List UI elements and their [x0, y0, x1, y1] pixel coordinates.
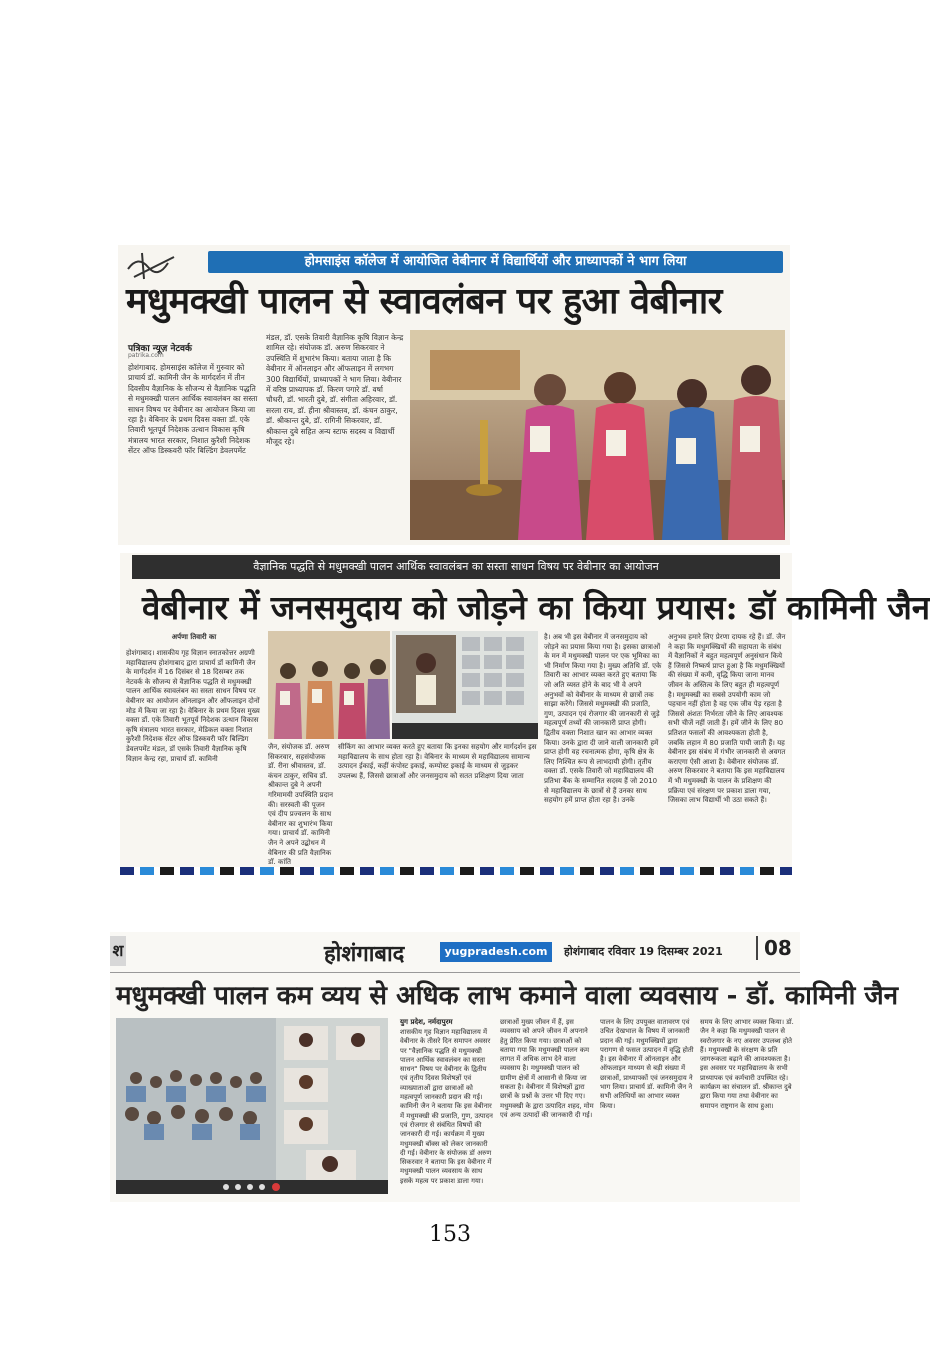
- clipping-headline: वेबीनार में जनसमुदाय को जोड़ने का किया प्रयास: डॉ कामिनी जैन: [142, 588, 930, 627]
- byline: पत्रिका न्यूज़ नेटवर्क: [128, 344, 192, 354]
- event-photo: [410, 330, 785, 540]
- article-column: है। अब भी इस वेबीनार में जनसमुदाय को जोड़ने का प्रयास किया गया है। इसका छात्राओं के मन में मधुमक्खी पालन पर एक भूमिका का भी निर्माण किया गया है। मुख्य अतिथि डॉ. एके तिवारी का आभार व्यक्त करते हुए बताया कि जो अति व्यस्त होने के बाद भी वे अपने अनुभवों को वेबीनार के माध्यम से छात्रों तक साझा करेंगे। जिससे मधुमक्खी की प्रजाति, गुण, उत्पादन एवं रोजगार की जानकारी से जुड़े महत्वपूर्ण तथ्यों की जानकारी प्राप्त होगी। द्वितीय वक्ता निशात खान का आभार व्यक्त किया। उनके द्वारा दी जाने वाली जानकारी हमें प्राप्त होगी वह रचनात्मक होगा, कृषि क्षेत्र के लिए निश्चित रूप से लाभदायी होगी। तृतीय वक्ता डॉ. एसके तिवारी जो महाविद्यालय की प्रतिभा बैंक के सम्मानित सदस्य हैं जो 2010 से महाविद्यालय के छात्रों से हैं उनका साथ सहयोग हमें प्राप्त होता रहा है। उनके: [544, 633, 662, 805]
- masthead-website: yugpradesh.com: [440, 942, 552, 962]
- byline: युग प्रदेश, नर्मदापुरम: [400, 1018, 453, 1026]
- article-column: जैन, संयोजक डॉ. अरुण सिकरवार, सहसंयोजक डॉ. रीना श्रीवास्तव, डॉ. कंचन ठाकुर, सचिव डॉ. श्रीकान्त दुबे ने अपनी गरिमामयी उपस्थिति प्रदान की। सरस्वती की पूजन एवं दीप प्रज्वलन के साथ वेबीनार का शुभारंभ किया गया। प्राचार्य डॉ. कामिनी जैन ने अपने उद्बोधन में वेबिनार की प्रति वैज्ञानिक डॉ. कांति: [268, 743, 334, 867]
- video-call-grid: [392, 631, 538, 739]
- video-call-screenshot: [392, 631, 538, 739]
- masthead-place: होशंगाबाद: [324, 941, 405, 967]
- section-tab: श: [110, 936, 126, 966]
- news-clipping-webinar: [120, 553, 930, 875]
- event-photo-scene: [268, 631, 390, 739]
- article-column: मंडल, डॉ. एसके तिवारी वैज्ञानिक कृषि विज्ञान केन्द्र शामिल रहे। संयोजक डॉ. अरुण सिकरवार ने उपस्थिति में शुभारंभ किया। बताया जाता है कि वेबीनार में ऑनलाइन और ऑफलाइन में लगभग 300 विद्यार्थियों, प्राध्यापकों ने भाग लिया। वेबीनार में वरिष्ठ प्राध्यापक डॉ. किरण पगारे डॉ. वर्षा चौधरी, डॉ. भारती दुबे, डॉ. संगीता अहिरवार, डॉ. सरला राय, डॉ. हीना श्रीवास्तव, डॉ. कंचन ठाकुर, डॉ. श्रीकान्त दुबे, डॉ. रागिनी सिकरवार, डॉ. श्रीकान्त दुबे सहित अन्य स्टाफ सदस्य व विद्यार्थी मौजूद रहे।: [266, 333, 404, 447]
- byline: अर्पणा तिवारी का: [171, 633, 217, 641]
- article-column: छात्राओं मुख्य जीवन में हैं, इस व्यवसाय को अपने जीवन में अपनाने हेतु प्रेरित किया गया। छात्राओं को बताया गया कि मधुमक्खी पालन कम लागत में अधिक लाभ देने वाला व्यवसाय है। मधुमक्खी पालन को ग्रामीण क्षेत्रों में आसानी से किया जा सकता है। वेबीनार में विशेषज्ञों द्वारा छात्रों के प्रश्नों के उत्तर भी दिए गए। मधुमक्खी के द्वारा उत्पादित शहद, मोम एवं अन्य उत्पादों की जानकारी दी गई।: [500, 1018, 594, 1119]
- article-column: सीकिंग का आभार व्यक्त करते हुए बताया कि इनका सहयोग और मार्गदर्शन इस महाविद्यालय के साथ होता रहा है। वेबिनार के माध्यम से महाविद्यालय सामान्य उत्पादन ईकाई, कहीं कंपोस्ट इकाई, कम्पोस्ट इकाई के माध्यम से जुड़कर उपलब्ध हैं, जिससे छात्राओं और जनसमुदाय को सतत प्रशिक्षण दिया जाता: [338, 743, 537, 780]
- clipping-headline: मधुमक्खी पालन कम व्यय से अधिक लाभ कमाने वाला व्यवसाय - डॉ. कामिनी जैन: [116, 981, 899, 1011]
- newspaper-page-number: 08: [756, 936, 792, 960]
- news-clipping-patrika: [118, 245, 790, 545]
- article-column: होशंगाबाद. होमसाइंस कॉलेज में गुरुवार को प्राचार्य डॉ. कामिनी जैन के मार्गदर्शन में तीन दिवसीय वैज्ञानिक के सौजन्य से वैज्ञानिक पद्धति से मधुमक्खी पालन आर्थिक स्वावलंबन का सस्ता साधन विषय पर वेबीनार का आयोजन किया जा रहा है। वेबिनार के प्रथम दिवस वक्ता डॉ. एके तिवारी भूतपूर्व निदेशक उत्थान विकास कृषि मंत्रालय भारत सरकार, निशात कुरैशी निदेशक सेंटर ऑफ डिस्कवरी फॉर बिल्डिंग डेवलपमेंट: [128, 363, 258, 456]
- article-column: शासकीय गृह विज्ञान महाविद्यालय में वेबीनार के तीसरे दिन समापन अवसर पर "वैज्ञानिक पद्धति से मधुमक्खी पालन आर्थिक स्वावलंबन का सस्ता साधन" विषय पर वेबीनार के द्वितीय एवं तृतीय दिवस विशेषज्ञों एवं व्याख्याताओं द्वारा छात्राओं को महत्वपूर्ण जानकारी प्रदान की गई। कामिनी जैन ने बताया कि इस वेबीनार में मधुमक्खी की प्रजाति, गुण, उत्पादन एवं रोजगार से संबंधित विषयों की जानकारी दी गई। कार्यक्रम में मुख्य मधुमक्खी बॉक्स को लेकर जानकारी दी गई। वेबीनार के संयोजक डॉ अरुण सिकरवार ने बताया कि इस वेबीनार में मधुमक्खी पालन व्यवसाय के साथ इसके महत्व पर प्रकाश डाला गया।: [400, 1028, 493, 1185]
- video-call-scene: [116, 1018, 388, 1194]
- article-column: समय के लिए आभार व्यक्त किया। डॉ. जैन ने कहा कि मधुमक्खी पालन से स्वरोजगार के नए अवसर उपलब्ध होते हैं। मधुमक्खी के संरक्षण के प्रति जागरूकता बढ़ाने की आवश्यकता है। इस अवसर पर महाविद्यालय के सभी प्राध्यापक एवं कर्मचारी उपस्थित रहे। कार्यक्रम का संचालन डॉ. श्रीकान्त दुबे द्वारा किया गया तथा वेबीनार का समापन राष्ट्रगान के साथ हुआ।: [700, 1018, 794, 1110]
- article-column: होशंगाबाद। शासकीय गृह विज्ञान स्नातकोत्तर अग्रणी महाविद्यालय होशंगाबाद द्वारा प्राचार्य डॉ कामिनी जैन के मार्गदर्शन में 16 दिसंबर से 18 दिसम्बर तक नेटवर्क के सौजन्य से वैज्ञानिक पद्धति से मधुमक्खी पालन आर्थिक स्वावलंबन का सस्ता साधन विषय पर वेबीनार का आयोजन ऑनलाइन और ऑफलाइन दोनों मोड में किया जा रहा है। वेबिनार के प्रथम दिवस मुख्य वक्ता डॉ. एके तिवारी भूतपूर्व निदेशक उत्थान विकास कृषि मंत्रालय भारत सरकार, मेडिकल वक्ता निशात कुरैशी निदेशक सेंटर ऑफ डिस्कवरी फॉर बिल्डिंग डेवलपमेंट मंडल, डॉ एसके तिवारी वैज्ञानिक कृषि विज्ञान केन्द्र रहा, प्राचार्य डॉ. कामिनी: [126, 649, 260, 763]
- video-call-screenshot: [116, 1018, 388, 1194]
- news-clipping-yugpradesh: [110, 932, 899, 1202]
- event-photo: [268, 631, 390, 739]
- masthead-dateline: होशंगाबाद रविवार 19 दिसम्बर 2021: [564, 945, 723, 958]
- page-number: 153: [429, 1222, 471, 1247]
- decorative-divider: [120, 867, 792, 875]
- clipping-banner: वैज्ञानिक पद्धति से मधुमक्खी पालन आर्थिक स्वावलंबन का सस्ता साधन विषय पर वेबीनार का आयोजन: [132, 555, 780, 579]
- article-column: पालन के लिए उपयुक्त वातावरण एवं उचित देखभाल के विषय में जानकारी प्रदान की गई। मधुमक्खियों द्वारा परागण से फसल उत्पादन में वृद्धि होती है। इस वेबीनार में ऑनलाइन और ऑफलाइन माध्यम से बड़ी संख्या में छात्राओं, प्राध्यापकों एवं जनसमुदाय ने भाग लिया। प्राचार्य डॉ. कामिनी जैन ने सभी अतिथियों का आभार व्यक्त किया।: [600, 1018, 694, 1110]
- clipping-headline: मधुमक्खी पालन से स्वावलंबन पर हुआ वेबीनार: [126, 280, 722, 322]
- article-column: अनुभव हमारे लिए प्रेरणा दायक रहे हैं। डॉ. जैन ने कहा कि मधुमक्खियों की सहायता के संबंध में वैज्ञानिकों ने बहुत महत्वपूर्ण अनुसंधान किये हैं जिससे निष्कर्ष प्राप्त हुआ है कि मधुमक्खियों की संख्या में कमी, वृद्धि किया जाना मानव जीवन के अस्तित्व के लिए बहुत ही महत्वपूर्ण है। मधुमक्खी का सबसे उपयोगी काम जो पहचान नहीं होता है वह एक जीव पेड़ रहता है जिससे अंशतः निर्भरता जीने के लिए आवश्यक सभी चीजें नहीं जाती हैं। हमें जीने के लिए 80 प्रतिशत फसलों की आवश्यकता होती है, जबकि लहान में 80 प्रजाति पायी जाती हैं। यह वेबीनार इस संबंध में गंभीर जानकारी से अवगत कराएगा ऐसी आशा है। वेबीनार संयोजक डॉ. अरुण सिकरवार ने बताया कि इस महाविद्यालय में भी मधुमक्खी के पालन के प्रशिक्षण की प्रक्रिया एवं संरक्षण पर प्रकाश डाला गया, जिसका लाभ विद्यार्थी भी उठा सकते हैं।: [668, 633, 786, 805]
- clipping-banner: होमसाइंस कॉलेज में आयोजित वेबीनार में विद्यार्थियों और प्राध्यापकों ने भाग लिया: [208, 251, 783, 273]
- byline-website: patrika.com: [128, 352, 164, 359]
- event-photo-scene: [410, 330, 785, 540]
